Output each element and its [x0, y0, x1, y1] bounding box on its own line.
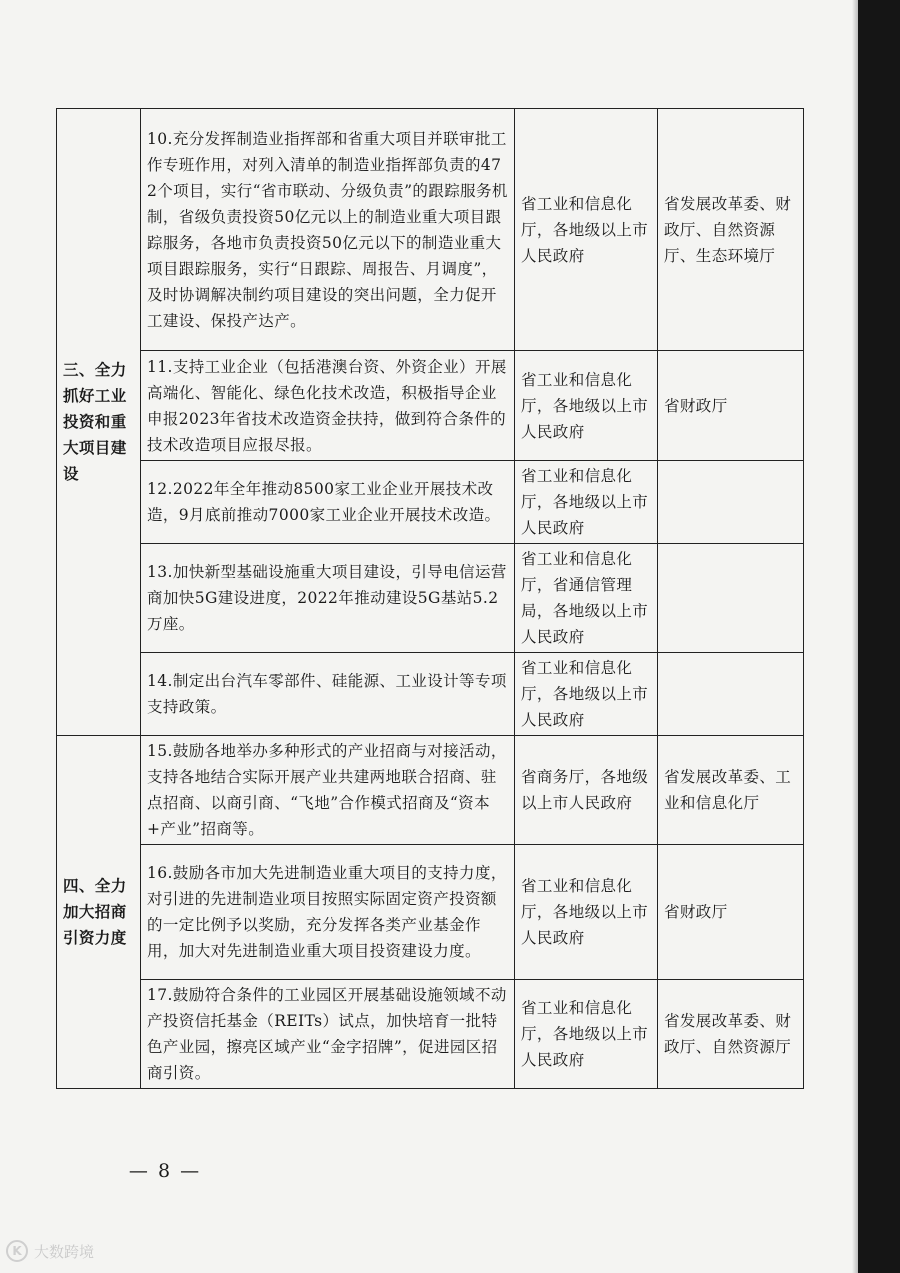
task-cell: 10.充分发挥制造业指挥部和省重大项目并联审批工作专班作用，对列入清单的制造业指挥部负责的472个项目，实行“省市联动、分级负责”的跟踪服务机制，省级负责投资50亿元以上的制造业重大项目跟踪服务，各地市负责投资50亿元以下的制造业重大项目跟踪服务，实行“日跟踪、周报告、月调度”，及时协调解决制约项目建设的突出问题，全力促开工建设、保投产达产。	[141, 109, 515, 351]
cooperating-unit-cell: 省财政厅	[658, 351, 804, 461]
table-row	[57, 980, 804, 1089]
table-row	[57, 109, 804, 351]
lead-unit-cell: 省工业和信息化厅，各地级以上市人民政府	[515, 351, 658, 461]
task-cell: 14.制定出台汽车零部件、硅能源、工业设计等专项支持政策。	[141, 653, 515, 736]
cooperating-unit-cell	[658, 461, 804, 544]
policy-task-table	[56, 108, 804, 1089]
task-cell: 15.鼓励各地举办多种形式的产业招商与对接活动，支持各地结合实际开展产业共建两地联合招商、驻点招商、以商引商、“飞地”合作模式招商及“资本+产业”招商等。	[141, 736, 515, 845]
table-row	[57, 736, 804, 845]
table-row	[57, 653, 804, 736]
lead-unit-cell: 省商务厅，各地级以上市人民政府	[515, 736, 658, 845]
table-row	[57, 461, 804, 544]
scan-edge-bar	[858, 0, 900, 1273]
page-number: — 8 —	[128, 1160, 202, 1182]
lead-unit-cell: 省工业和信息化厅，各地级以上市人民政府	[515, 461, 658, 544]
table-row	[57, 845, 804, 980]
cooperating-unit-cell: 省财政厅	[658, 845, 804, 980]
cooperating-unit-cell: 省发展改革委、财政厅、自然资源厅、生态环境厅	[658, 109, 804, 351]
watermark-text: 大数跨境	[34, 1242, 95, 1261]
lead-unit-cell: 省工业和信息化厅，各地级以上市人民政府	[515, 653, 658, 736]
task-cell: 17.鼓励符合条件的工业园区开展基础设施领域不动产投资信托基金（REITs）试点，加快培育一批特色产业园，擦亮区域产业“金字招牌”，促进园区招商引资。	[141, 980, 515, 1089]
cooperating-unit-cell: 省发展改革委、财政厅、自然资源厅	[658, 980, 804, 1089]
task-cell: 16.鼓励各市加大先进制造业重大项目的支持力度，对引进的先进制造业项目按照实际固定资产投资额的一定比例予以奖励，充分发挥各类产业基金作用，加大对先进制造业重大项目投资建设力度。	[141, 845, 515, 980]
table-row	[57, 351, 804, 461]
lead-unit-cell: 省工业和信息化厅，各地级以上市人民政府	[515, 109, 658, 351]
lead-unit-cell: 省工业和信息化厅，各地级以上市人民政府	[515, 980, 658, 1089]
task-cell: 13.加快新型基础设施重大项目建设，引导电信运营商加快5G建设进度，2022年推动建设5G基站5.2万座。	[141, 544, 515, 653]
lead-unit-cell: 省工业和信息化厅，各地级以上市人民政府	[515, 845, 658, 980]
task-cell: 11.支持工业企业（包括港澳台资、外资企业）开展高端化、智能化、绿色化技术改造，积极指导企业申报2023年省技术改造资金扶持，做到符合条件的技术改造项目应报尽报。	[141, 351, 515, 461]
table-row	[57, 544, 804, 653]
task-cell: 12.2022年全年推动8500家工业企业开展技术改造，9月底前推动7000家工业企业开展技术改造。	[141, 461, 515, 544]
watermark	[6, 1240, 94, 1262]
category-cell: 四、全力加大招商引资力度	[57, 736, 141, 1089]
cooperating-unit-cell	[658, 544, 804, 653]
lead-unit-cell: 省工业和信息化厅，省通信管理局，各地级以上市人民政府	[515, 544, 658, 653]
watermark-logo-icon: K	[6, 1240, 28, 1262]
cooperating-unit-cell	[658, 653, 804, 736]
category-cell: 三、全力抓好工业投资和重大项目建设	[57, 109, 141, 736]
cooperating-unit-cell: 省发展改革委、工业和信息化厅	[658, 736, 804, 845]
